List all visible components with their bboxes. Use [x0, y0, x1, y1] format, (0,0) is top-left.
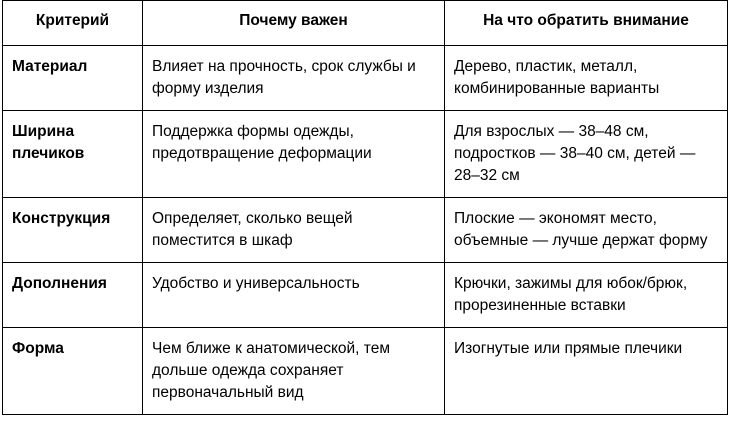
why-cell: Поддержка формы одежды, предотвращение деформации [143, 111, 445, 198]
header-why-important: Почему важен [143, 1, 445, 46]
header-attention: На что обратить внимание [445, 1, 728, 46]
why-cell: Чем ближе к анатомической, тем дольше одежда сохраняет первоначальный вид [143, 328, 445, 415]
criterion-cell: Ширина плечиков [3, 111, 143, 198]
attention-cell: Изогнутые или прямые плечики [445, 328, 728, 415]
table-header-row [3, 1, 728, 46]
hanger-criteria-table [2, 0, 728, 415]
table-row [3, 46, 728, 111]
attention-cell: Для взрослых — 38–48 см, подростков — 38–40 см, детей — 28–32 см [445, 111, 728, 198]
attention-cell: Дерево, пластик, металл, комбинированные варианты [445, 46, 728, 111]
why-cell: Удобство и универсальность [143, 263, 445, 328]
why-cell: Влияет на прочность, срок службы и форму изделия [143, 46, 445, 111]
why-cell: Определяет, сколько вещей поместится в шкаф [143, 198, 445, 263]
table-row [3, 263, 728, 328]
criterion-cell: Форма [3, 328, 143, 415]
table-row [3, 111, 728, 198]
criterion-cell: Материал [3, 46, 143, 111]
criterion-cell: Конструкция [3, 198, 143, 263]
criterion-cell: Дополнения [3, 263, 143, 328]
table-row [3, 198, 728, 263]
attention-cell: Плоские — экономят место, объемные — лучше держат форму [445, 198, 728, 263]
table-row [3, 328, 728, 415]
comparison-table-wrapper [2, 0, 727, 415]
attention-cell: Крючки, зажимы для юбок/брюк, прорезиненные вставки [445, 263, 728, 328]
header-criterion: Критерий [3, 1, 143, 46]
